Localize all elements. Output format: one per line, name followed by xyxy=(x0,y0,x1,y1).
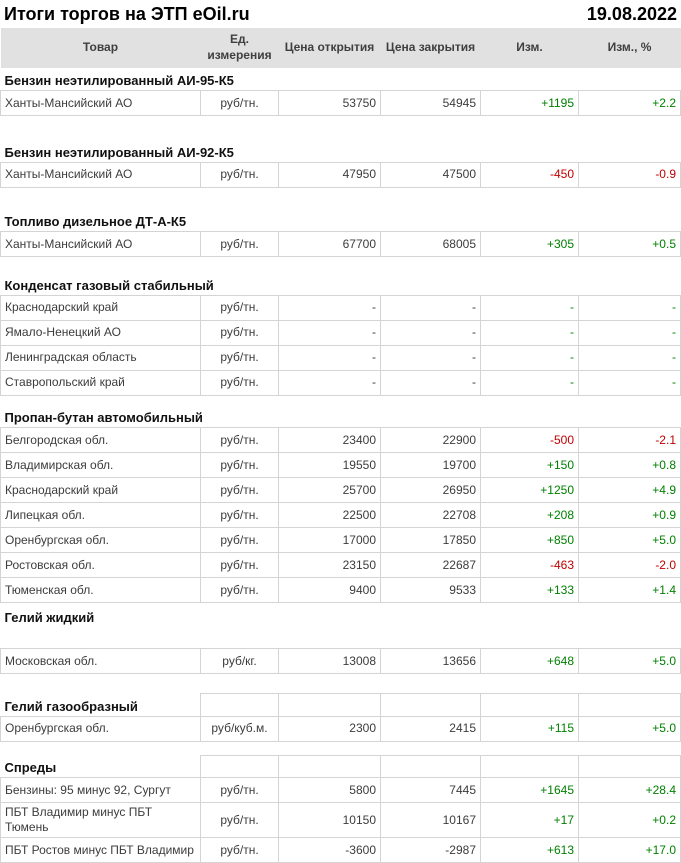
table-row xyxy=(1,803,681,838)
column-header-change-pct: Изм., % xyxy=(579,28,681,68)
cell-change-pct: +1.4 xyxy=(579,578,681,603)
table-row xyxy=(1,838,681,863)
cell-change: - xyxy=(481,320,579,345)
table-row xyxy=(1,320,681,345)
cell-close-price: 17850 xyxy=(381,528,481,553)
table-row xyxy=(1,428,681,453)
cell-unit: руб/тн. xyxy=(201,478,279,503)
cell-open-price: 25700 xyxy=(279,478,381,503)
table-row xyxy=(1,91,681,116)
cell-open-price: 53750 xyxy=(279,91,381,116)
table-row xyxy=(1,578,681,603)
cell-change: +1645 xyxy=(481,778,579,803)
table-row xyxy=(1,162,681,187)
cell-change: +1250 xyxy=(481,478,579,503)
section-header-row xyxy=(1,755,681,778)
cell-product: Белгородская обл. xyxy=(1,428,201,453)
cell-change-pct: - xyxy=(579,320,681,345)
cell-product: Оренбургская обл. xyxy=(1,716,201,741)
cell-change-pct: +2.2 xyxy=(579,91,681,116)
section-empty-cell xyxy=(481,694,579,717)
cell-product: Ставропольский край xyxy=(1,370,201,395)
cell-unit: руб/тн. xyxy=(201,578,279,603)
page-title: Итоги торгов на ЭТП eOil.ru xyxy=(4,3,250,24)
spacer-row xyxy=(1,257,681,273)
spacer-row xyxy=(1,116,681,140)
cell-change-pct: - xyxy=(579,345,681,370)
cell-open-price: - xyxy=(279,370,381,395)
spacer-cell xyxy=(1,116,681,140)
cell-change: - xyxy=(481,370,579,395)
section-header-row xyxy=(1,273,681,296)
cell-product: Оренбургская обл. xyxy=(1,528,201,553)
cell-open-price: 23400 xyxy=(279,428,381,453)
cell-product: Московская обл. xyxy=(1,649,201,674)
cell-open-price: 10150 xyxy=(279,803,381,838)
cell-change: +648 xyxy=(481,649,579,674)
cell-product: ПБТ Владимир минус ПБТ Тюмень xyxy=(1,803,201,838)
table-row xyxy=(1,478,681,503)
table-row xyxy=(1,370,681,395)
spacer-row xyxy=(1,674,681,694)
section-header-row xyxy=(1,140,681,163)
cell-open-price: 19550 xyxy=(279,453,381,478)
cell-product: Липецкая обл. xyxy=(1,503,201,528)
table-row xyxy=(1,232,681,257)
cell-change-pct: +28.4 xyxy=(579,778,681,803)
cell-close-price: - xyxy=(381,370,481,395)
table-row xyxy=(1,453,681,478)
cell-product: Владимирская обл. xyxy=(1,453,201,478)
section-title: Спреды xyxy=(4,760,57,775)
section-empty-cell xyxy=(201,755,279,778)
cell-unit: руб/тн. xyxy=(201,528,279,553)
cell-unit: руб/тн. xyxy=(201,232,279,257)
cell-change-pct: +5.0 xyxy=(579,528,681,553)
cell-change: +17 xyxy=(481,803,579,838)
cell-open-price: -3600 xyxy=(279,838,381,863)
cell-change-pct: +0.9 xyxy=(579,503,681,528)
cell-open-price: 23150 xyxy=(279,553,381,578)
cell-change-pct: -0.9 xyxy=(579,162,681,187)
cell-close-price: 10167 xyxy=(381,803,481,838)
cell-change: - xyxy=(481,345,579,370)
cell-change-pct: +4.9 xyxy=(579,478,681,503)
section-header-row xyxy=(1,694,681,717)
cell-change: +208 xyxy=(481,503,579,528)
section-empty-cell xyxy=(579,755,681,778)
cell-change: +850 xyxy=(481,528,579,553)
cell-unit: руб/тн. xyxy=(201,295,279,320)
cell-change: +150 xyxy=(481,453,579,478)
cell-product: Ямало-Ненецкий АО xyxy=(1,320,201,345)
cell-unit: руб/тн. xyxy=(201,838,279,863)
cell-product: Ханты-Мансийский АО xyxy=(1,91,201,116)
spacer-row xyxy=(1,627,681,649)
cell-close-price: 19700 xyxy=(381,453,481,478)
spacer-row xyxy=(1,741,681,755)
cell-close-price: -2987 xyxy=(381,838,481,863)
cell-change-pct: +17.0 xyxy=(579,838,681,863)
table-row xyxy=(1,716,681,741)
table-row xyxy=(1,345,681,370)
cell-change-pct: -2.1 xyxy=(579,428,681,453)
trading-results-table xyxy=(0,28,681,863)
cell-unit: руб/тн. xyxy=(201,162,279,187)
cell-close-price: 13656 xyxy=(381,649,481,674)
table-row xyxy=(1,295,681,320)
cell-change-pct: +0.8 xyxy=(579,453,681,478)
section-title: Конденсат газовый стабильный xyxy=(4,277,214,293)
cell-change-pct: +5.0 xyxy=(579,716,681,741)
cell-unit: руб/тн. xyxy=(201,428,279,453)
cell-change: -500 xyxy=(481,428,579,453)
cell-open-price: 13008 xyxy=(279,649,381,674)
cell-product: Ростовская обл. xyxy=(1,553,201,578)
spacer-cell xyxy=(1,627,681,649)
cell-unit: руб/тн. xyxy=(201,91,279,116)
cell-close-price: 7445 xyxy=(381,778,481,803)
cell-product: Ханты-Мансийский АО xyxy=(1,162,201,187)
column-header-change: Изм. xyxy=(481,28,579,68)
spacer-row xyxy=(1,395,681,405)
cell-close-price: - xyxy=(381,345,481,370)
section-header-row xyxy=(1,68,681,91)
spacer-cell xyxy=(1,395,681,405)
column-header-product: Товар xyxy=(1,28,201,68)
table-row xyxy=(1,778,681,803)
cell-change-pct: -2.0 xyxy=(579,553,681,578)
cell-product: Ханты-Мансийский АО xyxy=(1,232,201,257)
section-title: Бензин неэтилированный АИ-92-К5 xyxy=(4,144,234,160)
cell-close-price: 9533 xyxy=(381,578,481,603)
section-title: Пропан-бутан автомобильный xyxy=(4,410,203,425)
section-title: Топливо дизельное ДТ-А-К5 xyxy=(4,214,187,229)
cell-unit: руб/куб.м. xyxy=(201,716,279,741)
cell-change-pct: - xyxy=(579,370,681,395)
cell-close-price: 22900 xyxy=(381,428,481,453)
cell-close-price: 2415 xyxy=(381,716,481,741)
section-title: Гелий газообразный xyxy=(4,698,138,714)
spacer-cell xyxy=(1,257,681,273)
column-header-row xyxy=(1,28,681,68)
cell-open-price: - xyxy=(279,320,381,345)
cell-product: Тюменская обл. xyxy=(1,578,201,603)
cell-change: +1195 xyxy=(481,91,579,116)
table-row xyxy=(1,553,681,578)
cell-open-price: 2300 xyxy=(279,716,381,741)
cell-close-price: 54945 xyxy=(381,91,481,116)
cell-change: -450 xyxy=(481,162,579,187)
table-row xyxy=(1,503,681,528)
cell-open-price: 67700 xyxy=(279,232,381,257)
cell-change: +613 xyxy=(481,838,579,863)
cell-product: Краснодарский край xyxy=(1,295,201,320)
section-empty-cell xyxy=(579,694,681,717)
table-row xyxy=(1,528,681,553)
cell-open-price: 17000 xyxy=(279,528,381,553)
cell-unit: руб/тн. xyxy=(201,553,279,578)
cell-unit: руб/тн. xyxy=(201,503,279,528)
cell-change-pct: - xyxy=(579,295,681,320)
cell-unit: руб/тн. xyxy=(201,453,279,478)
section-empty-cell xyxy=(481,755,579,778)
cell-close-price: 22687 xyxy=(381,553,481,578)
cell-open-price: 22500 xyxy=(279,503,381,528)
table-body xyxy=(1,68,681,863)
cell-close-price: 26950 xyxy=(381,478,481,503)
cell-open-price: 9400 xyxy=(279,578,381,603)
section-title: Бензин неэтилированный АИ-95-К5 xyxy=(4,73,234,88)
section-empty-cell xyxy=(381,694,481,717)
cell-unit: руб/тн. xyxy=(201,803,279,838)
cell-open-price: - xyxy=(279,295,381,320)
cell-change-pct: +0.2 xyxy=(579,803,681,838)
section-empty-cell xyxy=(279,694,381,717)
report-date: 19.08.2022 xyxy=(586,3,677,24)
cell-change: +115 xyxy=(481,716,579,741)
spacer-cell xyxy=(1,674,681,694)
cell-product: ПБТ Ростов минус ПБТ Владимир xyxy=(1,838,201,863)
cell-change: -463 xyxy=(481,553,579,578)
cell-open-price: 47950 xyxy=(279,162,381,187)
cell-unit: руб/тн. xyxy=(201,320,279,345)
column-header-open-price: Цена открытия xyxy=(279,28,381,68)
cell-change-pct: +0.5 xyxy=(579,232,681,257)
cell-unit: руб/тн. xyxy=(201,778,279,803)
section-empty-cell xyxy=(201,694,279,717)
cell-open-price: 5800 xyxy=(279,778,381,803)
spacer-row xyxy=(1,187,681,209)
cell-product: Краснодарский край xyxy=(1,478,201,503)
section-header-row xyxy=(1,405,681,428)
spacer-cell xyxy=(1,187,681,209)
cell-close-price: - xyxy=(381,295,481,320)
cell-close-price: 47500 xyxy=(381,162,481,187)
section-empty-cell xyxy=(381,755,481,778)
cell-open-price: - xyxy=(279,345,381,370)
section-header-row xyxy=(1,209,681,232)
cell-product: Бензины: 95 минус 92, Сургут xyxy=(1,778,201,803)
cell-product: Ленинградская область xyxy=(1,345,201,370)
section-empty-cell xyxy=(279,755,381,778)
cell-unit: руб/кг. xyxy=(201,649,279,674)
cell-change: +133 xyxy=(481,578,579,603)
column-header-unit: Ед. измерения xyxy=(201,28,279,68)
cell-close-price: - xyxy=(381,320,481,345)
cell-close-price: 22708 xyxy=(381,503,481,528)
page-header xyxy=(0,0,680,28)
spacer-cell xyxy=(1,741,681,755)
cell-unit: руб/тн. xyxy=(201,345,279,370)
cell-change-pct: +5.0 xyxy=(579,649,681,674)
cell-close-price: 68005 xyxy=(381,232,481,257)
column-header-close-price: Цена закрытия xyxy=(381,28,481,68)
cell-change: +305 xyxy=(481,232,579,257)
cell-change: - xyxy=(481,295,579,320)
section-title: Гелий жидкий xyxy=(4,609,95,625)
cell-unit: руб/тн. xyxy=(201,370,279,395)
section-header-row xyxy=(1,605,681,627)
table-row xyxy=(1,649,681,674)
